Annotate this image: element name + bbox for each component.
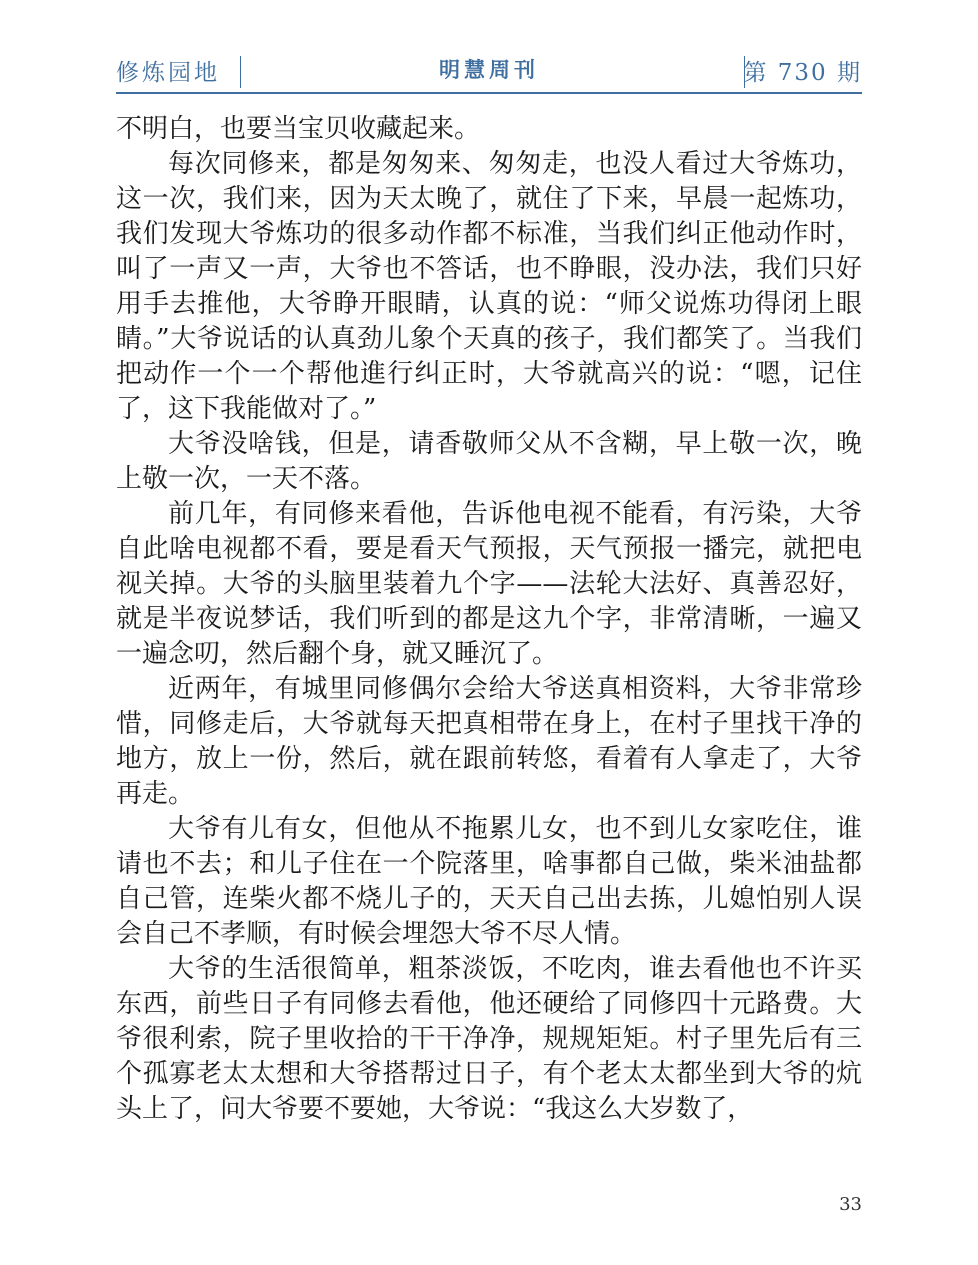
- paragraph: 大爷有儿有女，但他从不拖累儿女，也不到儿女家吃住，谁请也不去；和儿子住在一个院落里，啥事都自己做，柴米油盐都自己管，连柴火都不烧儿子的，天天自己出去拣，儿媳怕别人误会自己不孝顺，有时候会埋怨大爷不尽人情。: [116, 814, 862, 949]
- section-title: 修炼园地: [116, 60, 220, 86]
- page-header: [116, 50, 862, 92]
- article-body: [116, 112, 862, 1127]
- page-number: 33: [839, 1194, 862, 1215]
- header-rule: [116, 92, 862, 94]
- paragraph: 大爷的生活很简单，粗茶淡饭，不吃肉，谁去看他也不许买东西，前些日子有同修去看他，他还硬给了同修四十元路费。大爷很利索，院子里收拾的干干净净，规规矩矩。村子里先后有三个孤寡老太太想和大爷搭帮过日子，有个老太太都坐到大爷的炕头上了，问大爷要不要她，大爷说：“我这么大岁数了，: [116, 954, 862, 1124]
- paragraph: 不明白，也要当宝贝收藏起来。: [116, 114, 481, 144]
- publication-title: 明慧周刊: [439, 58, 539, 82]
- paragraph: 大爷没啥钱，但是，请香敬师父从不含糊，早上敬一次，晚上敬一次，一天不落。: [116, 429, 862, 494]
- paragraph: 每次同修来，都是匆匆来、匆匆走，也没人看过大爷炼功，这一次，我们来，因为天太晚了，就住了下来，早晨一起炼功，我们发现大爷炼功的很多动作都不标准，当我们纠正他动作时，叫了一声又一声，大爷也不答话，也不睁眼，没办法，我们只好用手去推他，大爷睁开眼睛，认真的说：“师父说炼功得闭上眼睛。”大爷说话的认真劲儿象个天真的孩子，我们都笑了。当我们把动作一个一个帮他進行纠正时，大爷就高兴的说：“嗯，记住了，这下我能做对了。”: [116, 149, 862, 424]
- paragraph: 近两年，有城里同修偶尔会给大爷送真相资料，大爷非常珍惜，同修走后，大爷就每天把真相带在身上，在村子里找干净的地方，放上一份，然后，就在跟前转悠，看着有人拿走了，大爷再走。: [116, 674, 862, 809]
- issue-number: 第 730 期: [743, 60, 862, 86]
- paragraph: 前几年，有同修来看他，告诉他电视不能看，有污染，大爷自此啥电视都不看，要是看天气预报，天气预报一播完，就把电视关掉。大爷的头脑里装着九个字——法轮大法好、真善忍好，就是半夜说梦话，我们听到的都是这九个字，非常清晰，一遍又一遍念叨，然后翻个身，就又睡沉了。: [116, 499, 862, 669]
